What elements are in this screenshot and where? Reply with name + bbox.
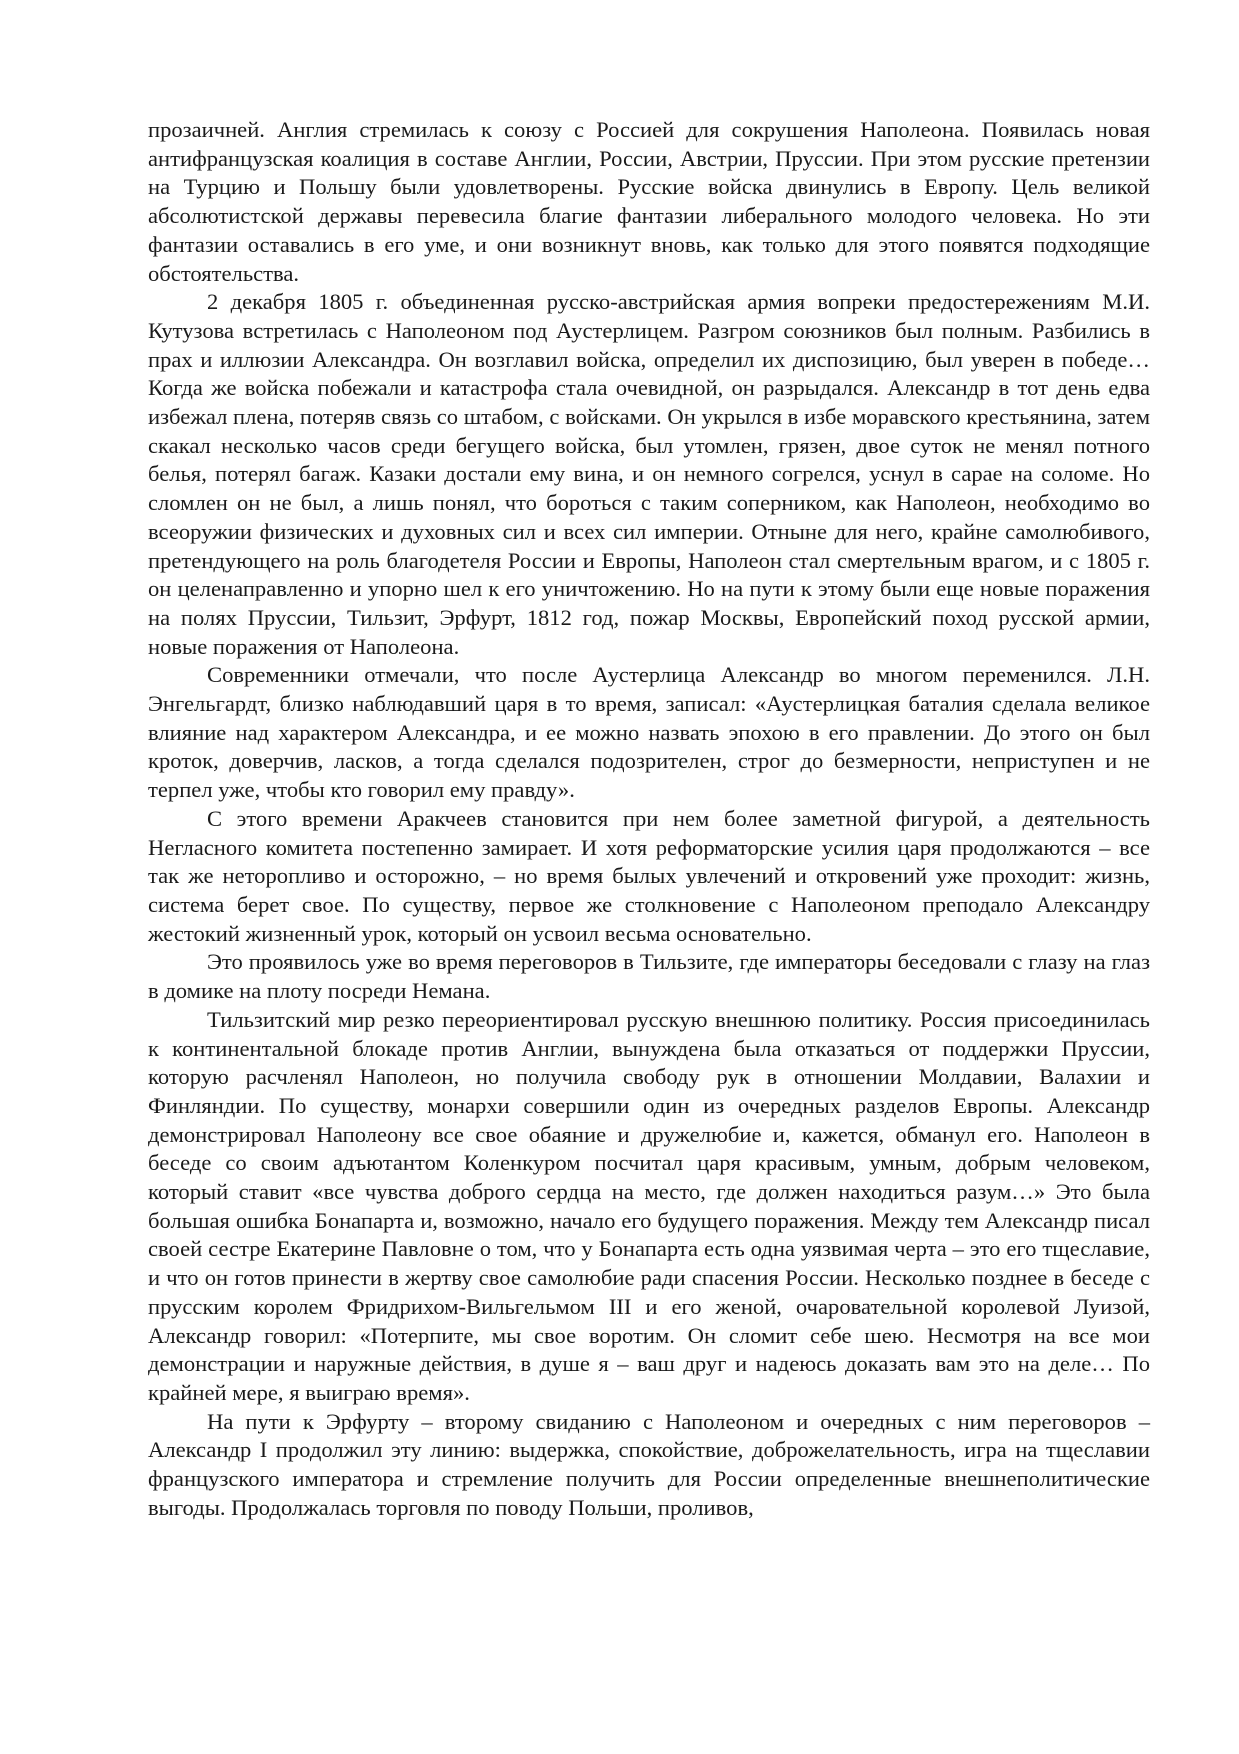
paragraph-1: прозаичней. Англия стремилась к союзу с Россией для сокрушения Наполеона. Появилась новая антифранцузская коалиция в составе Англии, России, Австрии, Пруссии. При этом русские претензии на Турцию и Польшу были удовлетворены. Русские войска двинулись в Европу. Цель великой абсолютистской державы перевесила благие фантазии либерального молодого человека. Но эти фантазии оставались в его уме, и они возникнут вновь, как только для этого появятся подходящие обстоятельства. (148, 117, 1150, 286)
paragraph-5: Это проявилось уже во время переговоров в Тильзите, где императоры беседовали с глазу на глаз в домике на плоту посреди Немана. (148, 949, 1150, 1004)
paragraph-6: Тильзитский мир резко переориентировал русскую внешнюю политику. Россия присоединилась к континентальной блокаде против Англии, вынуждена была отказаться от поддержки Пруссии, которую расчленял Наполеон, но получила свободу рук в отношении Молдавии, Валахии и Финляндии. По существу, монархи совершили один из очередных разделов Европы. Александр демонстрировал Наполеону все свое обаяние и дружелюбие и, кажется, обманул его. Наполеон в беседе со своим адъютантом Коленкуром посчитал царя красивым, умным, добрым человеком, который ставит «все чувства доброго сердца на место, где должен находиться разум…» Это была большая ошибка Бонапарта и, возможно, начало его будущего поражения. Между тем Александр писал своей сестре Екатерине Павловне о том, что у Бонапарта есть одна уязвимая черта – это его тщеславие, и что он готов принести в жертву свое самолюбие ради спасения России. Несколько позднее в беседе с прусским королем Фридрихом-Вильгельмом III и его женой, очаровательной королевой Луизой, Александр говорил: «Потерпите, мы свое воротим. Он сломит себе шею. Несмотря на все мои демонстрации и наружные действия, в душе я – ваш друг и надеюсь доказать вам это на деле… По крайней мере, я выиграю время». (148, 1006, 1150, 1405)
paragraph-3: Современники отмечали, что после Аустерлица Александр во многом переменился. Л.Н. Энгельгардт, близко наблюдавший царя в то время, записал: «Аустерлицкая баталия сделала великое влияние над характером Александра, и ее можно назвать эпохою в его правлении. До этого он был кроток, доверчив, ласков, а тогда сделался подозрителен, строг до безмерности, неприступен и не терпел уже, чтобы кто говорил ему правду». (148, 662, 1150, 803)
paragraph-4: С этого времени Аракчеев становится при нем более заметной фигурой, а деятельность Негласного комитета постепенно замирает. И хотя реформаторские усилия царя продолжаются – все так же неторопливо и осторожно, – но время былых увлечений и откровений уже проходит: жизнь, система берет свое. По существу, первое же столкновение с Наполеоном преподало Александру жестокий жизненный урок, который он усвоил весьма основательно. (148, 805, 1150, 946)
paragraph-2: 2 декабря 1805 г. объединенная русско-австрийская армия вопреки предостережениям М.И. Кутузова встретилась с Наполеоном под Аустерлицем. Разгром союзников был полным. Разбились в прах и иллюзии Александра. Он возглавил войска, определил их диспозицию, был уверен в победе… Когда же войска побежали и катастрофа стала очевидной, он разрыдался. Александр в тот день едва избежал плена, потеряв связь со штабом, с войсками. Он укрылся в избе моравского крестьянина, затем скакал несколько часов среди бегущего войска, был утомлен, грязен, двое суток не менял потного белья, потерял багаж. Казаки достали ему вина, и он немного согрелся, уснул в сарае на соломе. Но сломлен он не был, а лишь понял, что бороться с таким соперником, как Наполеон, необходимо во всеоружии физических и духовных сил и всех сил империи. Отныне для него, крайне самолюбивого, претендующего на роль благодетеля России и Европы, Наполеон стал смертельным врагом, и с 1805 г. он целенаправленно и упорно шел к его уничтожению. Но на пути к этому были еще новые поражения на полях Пруссии, Тильзит, Эрфурт, 1812 год, пожар Москвы, Европейский поход русской армии, новые поражения от Наполеона. (148, 289, 1150, 659)
document-body (148, 116, 1150, 1522)
paragraph-7: На пути к Эрфурту – второму свиданию с Наполеоном и очередных с ним переговоров – Александр I продолжил эту линию: выдержка, спокойствие, доброжелательность, игра на тщеславии французского императора и стремление получить для России определенные внешнеполитические выгоды. Продолжалась торговля по поводу Польши, проливов, (148, 1408, 1150, 1520)
